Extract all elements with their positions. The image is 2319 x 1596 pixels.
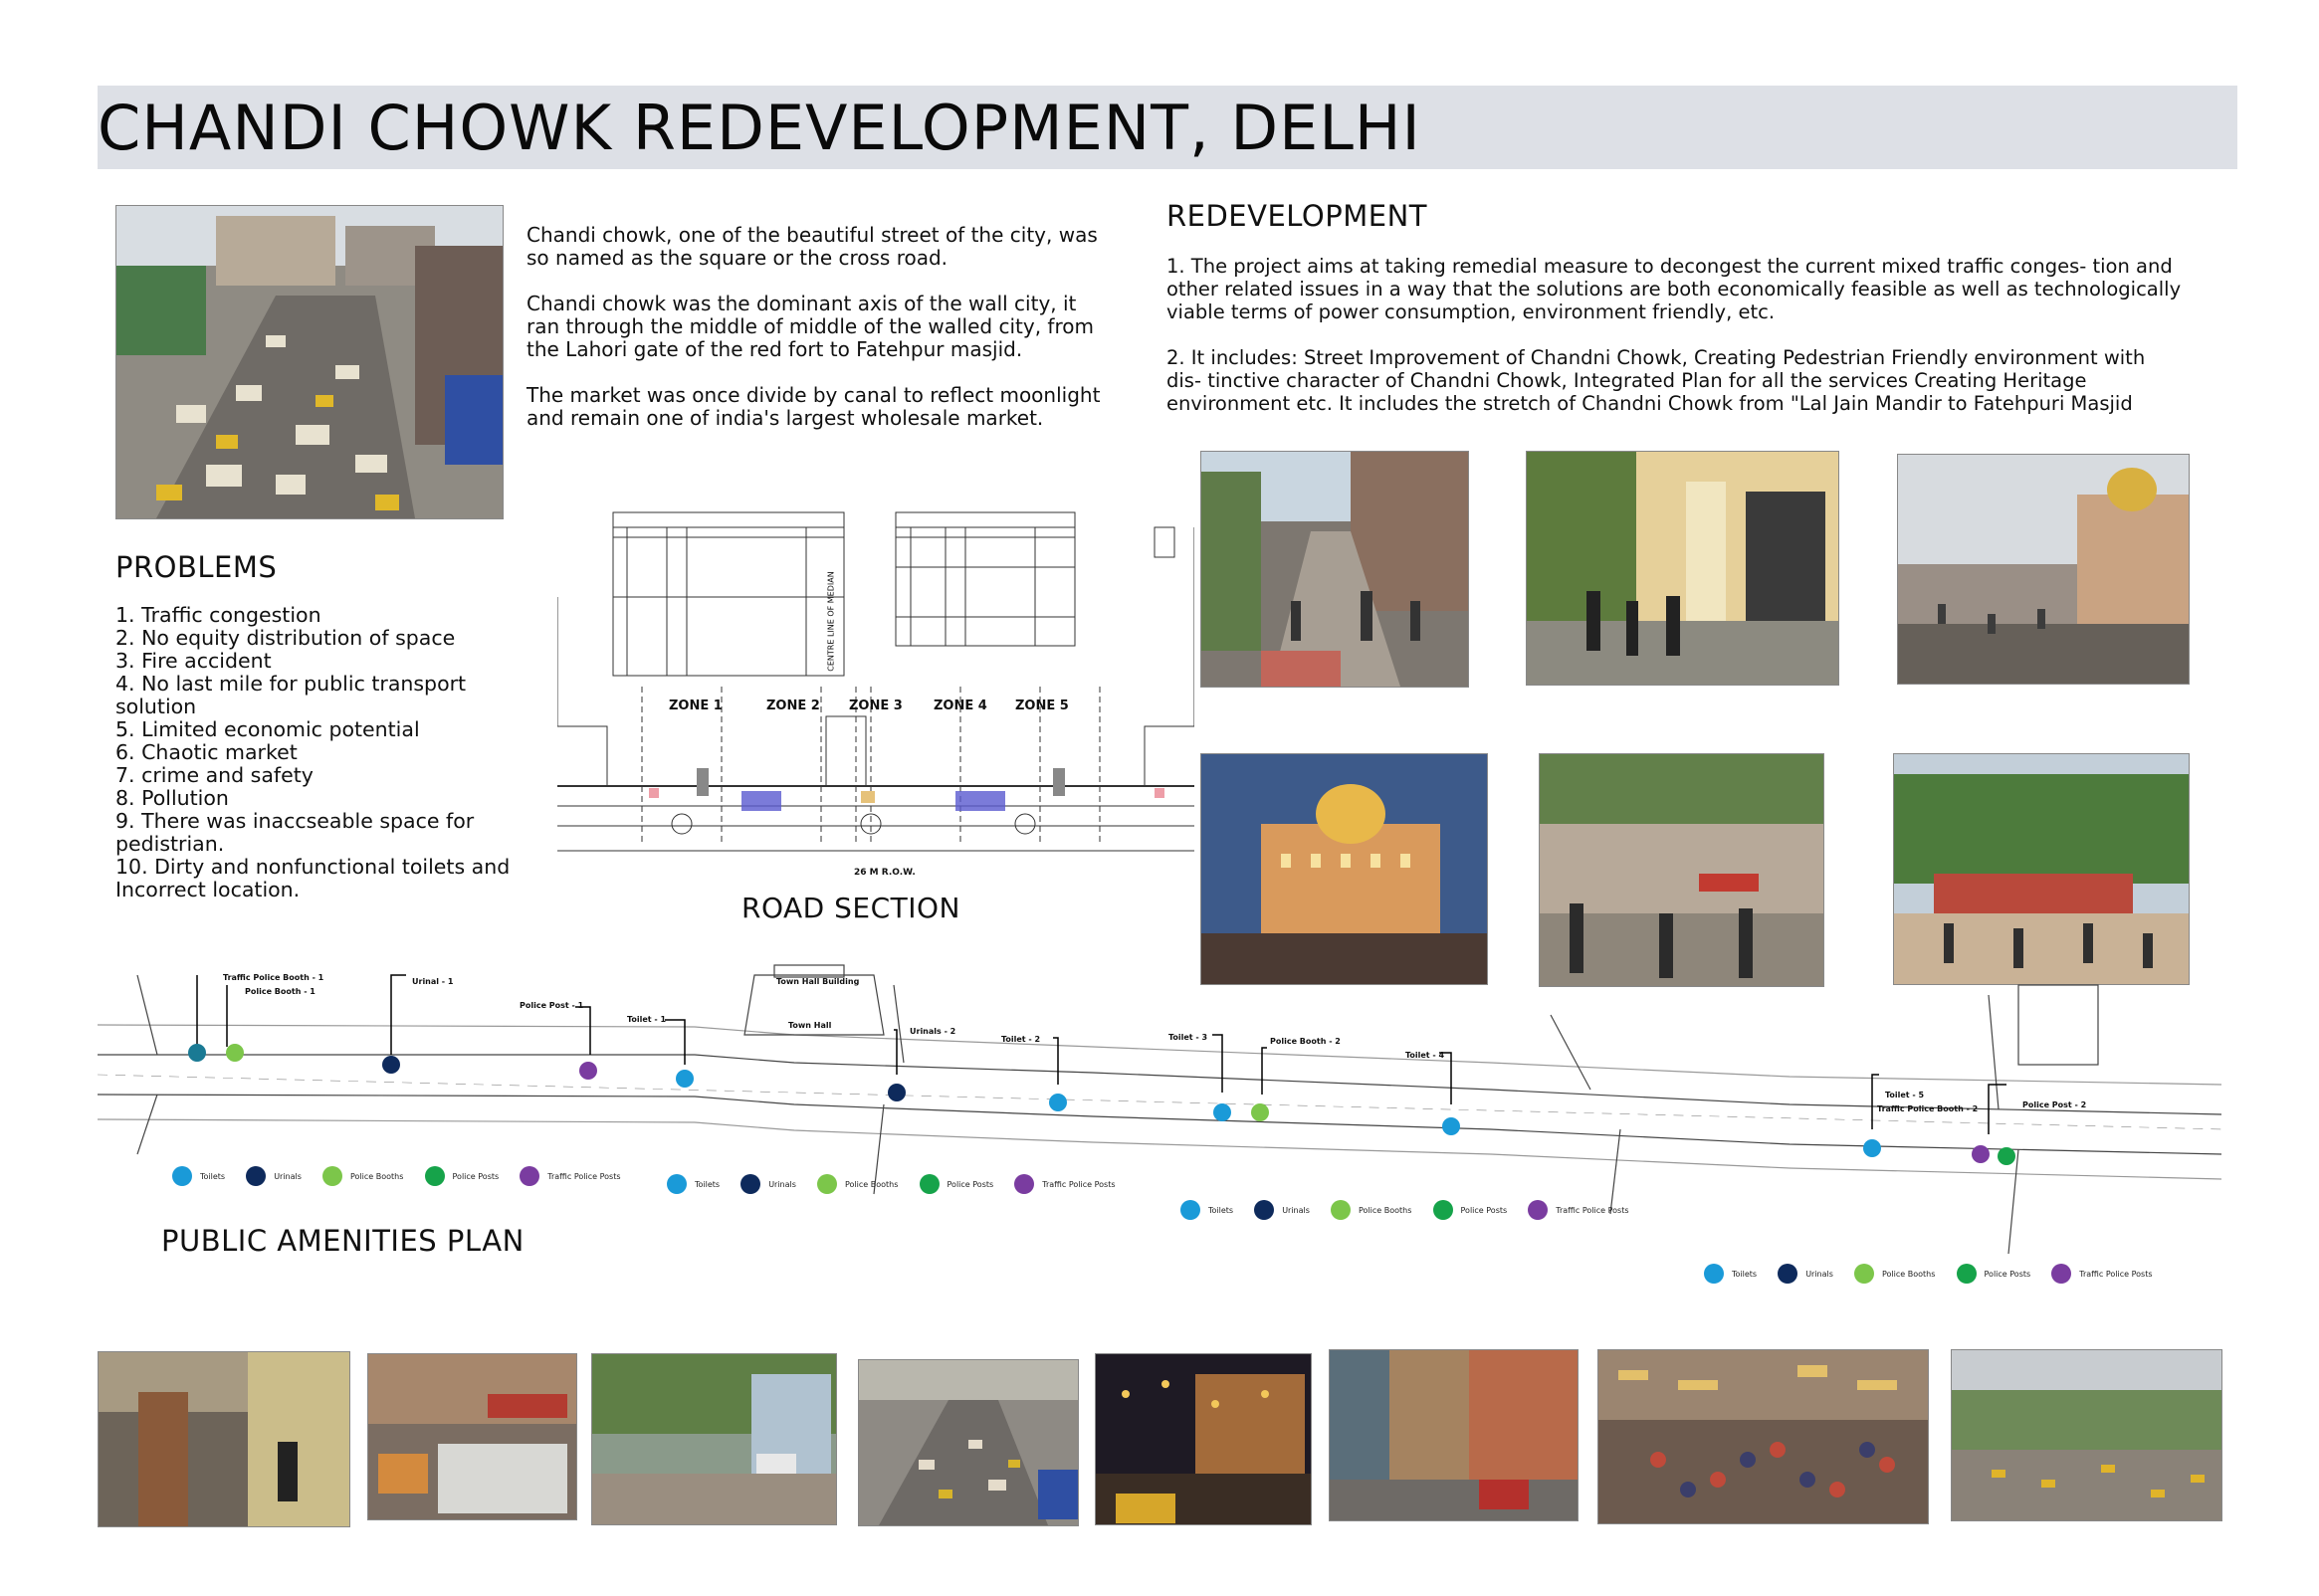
problem-item: 10. Dirty and nonfunctional toilets and Incorrect location. xyxy=(115,855,511,901)
market-shopfronts-photo xyxy=(1329,1349,1579,1521)
police-posts-dot-icon xyxy=(920,1174,940,1194)
map-label: Toilet - 2 xyxy=(1001,1035,1041,1044)
redevelopment-heading: REDEVELOPMENT xyxy=(1166,199,1427,233)
traffic-police-dot-icon xyxy=(1014,1174,1034,1194)
map-label: Toilet - 3 xyxy=(1168,1033,1208,1042)
intro-text xyxy=(527,224,1114,453)
zone-label: ZONE 1 xyxy=(669,698,723,713)
square-traffic-photo xyxy=(1951,1349,2222,1521)
legend-item: Traffic Police Posts xyxy=(1528,1200,1628,1220)
problem-item: 4. No last mile for public transport solution xyxy=(115,672,467,718)
map-label: Police Post - 1 xyxy=(520,1001,584,1010)
zone-label: ZONE 2 xyxy=(766,698,820,713)
legend-item: Toilets xyxy=(172,1166,225,1186)
urinals-dot-icon xyxy=(1778,1264,1797,1284)
zone-label: ZONE 5 xyxy=(1015,698,1069,713)
toilets-dot-icon xyxy=(172,1166,192,1186)
road-section-caption: ROAD SECTION xyxy=(741,892,960,924)
legend-item: Police Posts xyxy=(1433,1200,1508,1220)
police-posts-dot-icon xyxy=(425,1166,445,1186)
map-label: Toilet - 5 xyxy=(1885,1091,1925,1099)
legend-item: Police Posts xyxy=(920,1174,994,1194)
amenities-legend xyxy=(1704,1264,2169,1288)
page-title: CHANDI CHOWK REDEVELOPMENT, DELHI xyxy=(98,92,1421,164)
crowded-lane-photo xyxy=(1597,1349,1929,1524)
amenities-legend xyxy=(172,1166,637,1190)
map-label: Police Post - 2 xyxy=(2022,1100,2087,1109)
map-label: Toilet - 1 xyxy=(627,1015,667,1024)
map-label: Town Hall Building xyxy=(776,977,860,986)
problem-item: 6. Chaotic market xyxy=(115,740,298,764)
police-booths-dot-icon xyxy=(322,1166,342,1186)
urinals-dot-icon xyxy=(246,1166,266,1186)
problem-item: 2. No equity distribution of space xyxy=(115,626,456,650)
problem-item: 5. Limited economic potential xyxy=(115,717,420,741)
problem-item: 8. Pollution xyxy=(115,786,229,810)
legend-item: Traffic Police Posts xyxy=(2051,1264,2152,1284)
gurudwara-night-photo xyxy=(1200,753,1488,985)
legend-item: Toilets xyxy=(1704,1264,1757,1284)
problem-item: 9. There was inaccseable space for pedistrian. xyxy=(115,809,475,856)
market-street-photo xyxy=(1539,753,1824,987)
legend-item: Urinals xyxy=(1778,1264,1833,1284)
toilets-dot-icon xyxy=(667,1174,687,1194)
legend-item: Toilets xyxy=(1180,1200,1233,1220)
traffic-police-dot-icon xyxy=(1528,1200,1548,1220)
shops-van-photo xyxy=(367,1353,577,1520)
amenities-legend xyxy=(1180,1200,1645,1224)
legend-item: Toilets xyxy=(667,1174,720,1194)
redevelopment-text xyxy=(1166,255,2182,438)
police-posts-dot-icon xyxy=(1433,1200,1453,1220)
legend-item: Urinals xyxy=(246,1166,302,1186)
intro-paragraph: The market was once divide by canal to reflect moonlight and remain one of india's largest wholesale market. xyxy=(527,383,1101,430)
problem-item: 1. Traffic congestion xyxy=(115,603,321,627)
heritage-gate-photo xyxy=(1526,451,1839,686)
night-market-photo xyxy=(1095,1353,1312,1525)
police-booths-dot-icon xyxy=(1854,1264,1874,1284)
legend-item: Police Booths xyxy=(817,1174,898,1194)
legend-item: Police Booths xyxy=(322,1166,403,1186)
amenities-legend xyxy=(667,1174,1132,1198)
map-label: Urinals - 2 xyxy=(910,1027,956,1036)
median-label: CENTRE LINE OF MEDIAN xyxy=(826,571,836,672)
toilets-dot-icon xyxy=(1704,1264,1724,1284)
street-corner-photo xyxy=(98,1351,350,1527)
map-label: Urinal - 1 xyxy=(412,977,454,986)
police-booths-dot-icon xyxy=(817,1174,837,1194)
row-label: 26 M R.O.W. xyxy=(854,868,916,878)
toilets-dot-icon xyxy=(1180,1200,1200,1220)
legend-item: Police Booths xyxy=(1331,1200,1411,1220)
zone-label: ZONE 3 xyxy=(849,698,903,713)
intro-paragraph: Chandi chowk, one of the beautiful street of the city, was so named as the square or the cross road. xyxy=(527,223,1098,270)
legend-item: Urinals xyxy=(1254,1200,1310,1220)
urinals-dot-icon xyxy=(740,1174,760,1194)
map-label: Police Booth - 1 xyxy=(245,987,316,996)
traffic-police-dot-icon xyxy=(520,1166,539,1186)
map-label: Police Booth - 2 xyxy=(1270,1037,1341,1046)
legend-item: Police Posts xyxy=(425,1166,500,1186)
problems-list xyxy=(115,604,543,901)
street-photo xyxy=(1200,451,1469,688)
legend-item: Urinals xyxy=(740,1174,796,1194)
problem-item: 3. Fire accident xyxy=(115,649,272,673)
problems-heading: PROBLEMS xyxy=(115,550,278,584)
traffic-police-dot-icon xyxy=(2051,1264,2071,1284)
legend-item: Traffic Police Posts xyxy=(520,1166,620,1186)
legend-item: Police Posts xyxy=(1957,1264,2031,1284)
legend-item: Police Booths xyxy=(1854,1264,1935,1284)
map-label: Toilet - 4 xyxy=(1405,1051,1445,1060)
road-section-drawing xyxy=(557,507,1194,886)
public-toilet-photo xyxy=(591,1353,837,1525)
redevelopment-point: 2. It includes: Street Improvement of Chandni Chowk, Creating Pedestrian Friendly environment with dis- tinctive character of Chandni Chowk, Integrated Plan for all the services Creating Heritage environment etc. It includes the stretch of Chandni Chowk from "Lal Jain Mandir to Fatehpuri Masjid xyxy=(1166,346,2146,415)
traffic-aerial-photo xyxy=(858,1359,1079,1526)
map-label: Traffic Police Booth - 2 xyxy=(1877,1104,1979,1113)
amenities-heading: PUBLIC AMENITIES PLAN xyxy=(161,1224,525,1258)
gurudwara-street-photo xyxy=(1897,454,2190,685)
square-trees-photo xyxy=(1893,753,2190,985)
intro-paragraph: Chandi chowk was the dominant axis of the wall city, it ran through the middle of middle of the walled city, from the Lahori gate of the red fort to Fatehpur masjid. xyxy=(527,292,1094,361)
legend-item: Traffic Police Posts xyxy=(1014,1174,1115,1194)
map-label: Traffic Police Booth - 1 xyxy=(223,973,324,982)
police-posts-dot-icon xyxy=(1957,1264,1977,1284)
map-label: Town Hall xyxy=(788,1021,832,1030)
zone-label: ZONE 4 xyxy=(934,698,987,713)
street-traffic-photo xyxy=(115,205,504,519)
redevelopment-point: 1. The project aims at taking remedial measure to decongest the current mixed traffic conges- tion and other related issues in a way that the solutions are both economically feasible as well as technologically viable terms of power consumption, environment friendly, etc. xyxy=(1166,255,2182,323)
urinals-dot-icon xyxy=(1254,1200,1274,1220)
problem-item: 7. crime and safety xyxy=(115,763,314,787)
police-booths-dot-icon xyxy=(1331,1200,1351,1220)
